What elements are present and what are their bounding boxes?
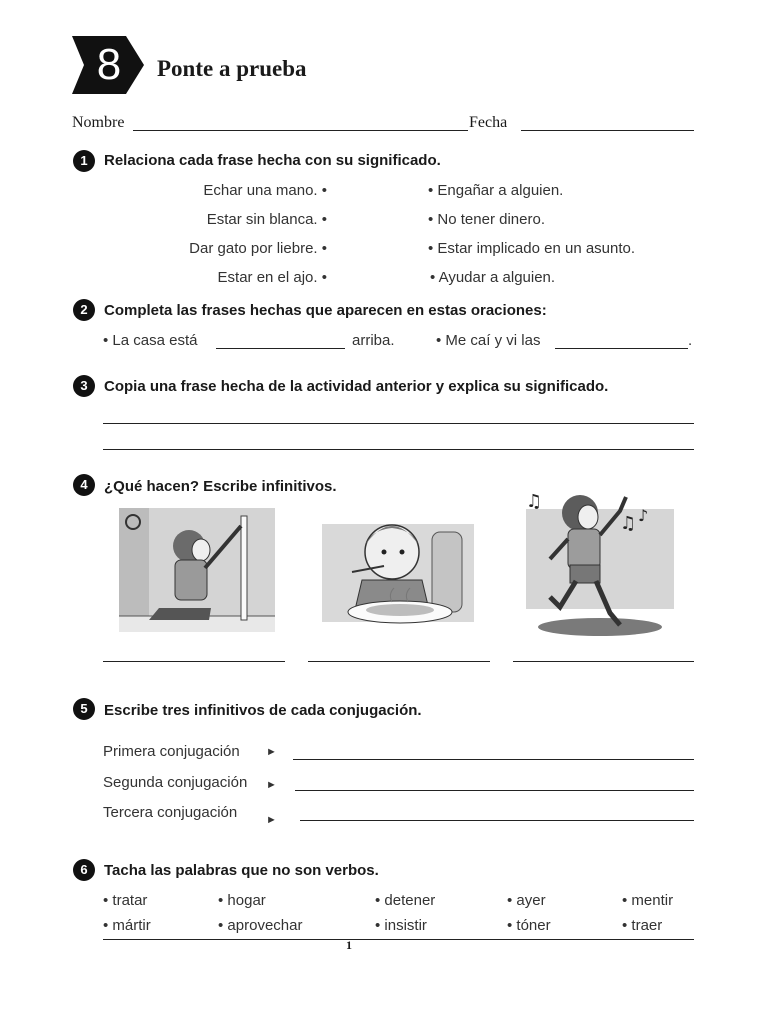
boy-eating-illustration [322,502,474,632]
meaning-right-2[interactable]: • No tener dinero. [428,211,545,228]
exercise-2-number: 2 [73,299,95,321]
picture-2-answer-line[interactable] [308,661,490,662]
sentence-1-start: • La casa está [103,332,198,349]
bottom-divider [103,939,694,940]
picture-3-answer-line[interactable] [513,661,694,662]
date-field-line[interactable] [521,130,694,131]
word-mentir[interactable]: • mentir [622,892,674,909]
exercise-1-number: 1 [73,150,95,172]
idiom-left-3[interactable]: Dar gato por liebre. • [189,240,327,257]
meaning-right-1[interactable]: • Engañar a alguien. [428,182,564,199]
sentence-2-start: • Me caí y vi las [436,332,541,349]
sentence-2-blank[interactable] [555,348,688,349]
conjugation-1-line[interactable] [293,759,694,760]
name-label: Nombre [72,114,125,131]
exercise-4-number: 4 [73,474,95,496]
exercise-4-heading: ¿Qué hacen? Escribe infinitivos. [104,478,337,495]
arrow-2-icon: ► [266,779,277,791]
picture-1-answer-line[interactable] [103,661,285,662]
svg-text:♫: ♫ [526,491,543,512]
conjugation-3-line[interactable] [300,820,694,821]
sentence-2-end: . [688,332,693,349]
word-traer[interactable]: • traer [622,917,663,934]
exercise-6-number: 6 [73,859,95,881]
word-martir[interactable]: • mártir [103,917,151,934]
word-aprovechar[interactable]: • aprovechar [218,917,303,934]
word-hogar[interactable]: • hogar [218,892,266,909]
svg-text:♫: ♫ [620,513,637,534]
arrow-1-icon: ► [266,746,277,758]
page-title: Ponte a prueba [157,56,307,81]
conjugation-2-label: Segunda conjugación [103,774,248,791]
idiom-left-4[interactable]: Estar en el ajo. • [217,269,327,286]
page-number: 1 [346,938,352,952]
word-tratar[interactable]: • tratar [103,892,148,909]
conjugation-1-label: Primera conjugación [103,743,240,760]
idiom-left-1[interactable]: Echar una mano. • [203,182,327,199]
meaning-right-4[interactable]: • Ayudar a alguien. [430,269,556,286]
exercise-6-heading: Tacha las palabras que no son verbos. [104,862,379,879]
girl-measuring-illustration [119,508,275,632]
svg-text:♪: ♪ [638,506,649,525]
exercise-5-number: 5 [73,698,95,720]
answer-line-2[interactable] [103,449,694,450]
conjugation-2-line[interactable] [295,790,694,791]
girl-dancing-illustration [520,485,680,639]
exercise-3-heading: Copia una frase hecha de la actividad anterior y explica su significado. [104,378,609,395]
word-ayer[interactable]: • ayer [507,892,546,909]
meaning-right-3[interactable]: • Estar implicado en un asunto. [428,240,636,257]
unit-badge [72,36,144,94]
idiom-left-2[interactable]: Estar sin blanca. • [206,211,327,228]
word-insistir[interactable]: • insistir [375,917,427,934]
sentence-1-blank[interactable] [216,348,345,349]
arrow-3-icon: ► [266,814,277,826]
conjugation-3-label: Tercera conjugación [103,804,238,821]
word-detener[interactable]: • detener [375,892,436,909]
name-field-line[interactable] [133,130,468,131]
unit-number: 8 [96,40,122,89]
exercise-3-number: 3 [73,375,95,397]
exercise-5-heading: Escribe tres infinitivos de cada conjugación. [104,702,422,719]
exercise-2-heading: Completa las frases hechas que aparecen en estas oraciones: [104,302,547,319]
word-toner[interactable]: • tóner [507,917,551,934]
exercise-1-heading: Relaciona cada frase hecha con su significado. [104,152,441,169]
answer-line-1[interactable] [103,423,694,424]
sentence-1-end: arriba. [352,332,395,349]
date-label: Fecha [469,114,508,131]
